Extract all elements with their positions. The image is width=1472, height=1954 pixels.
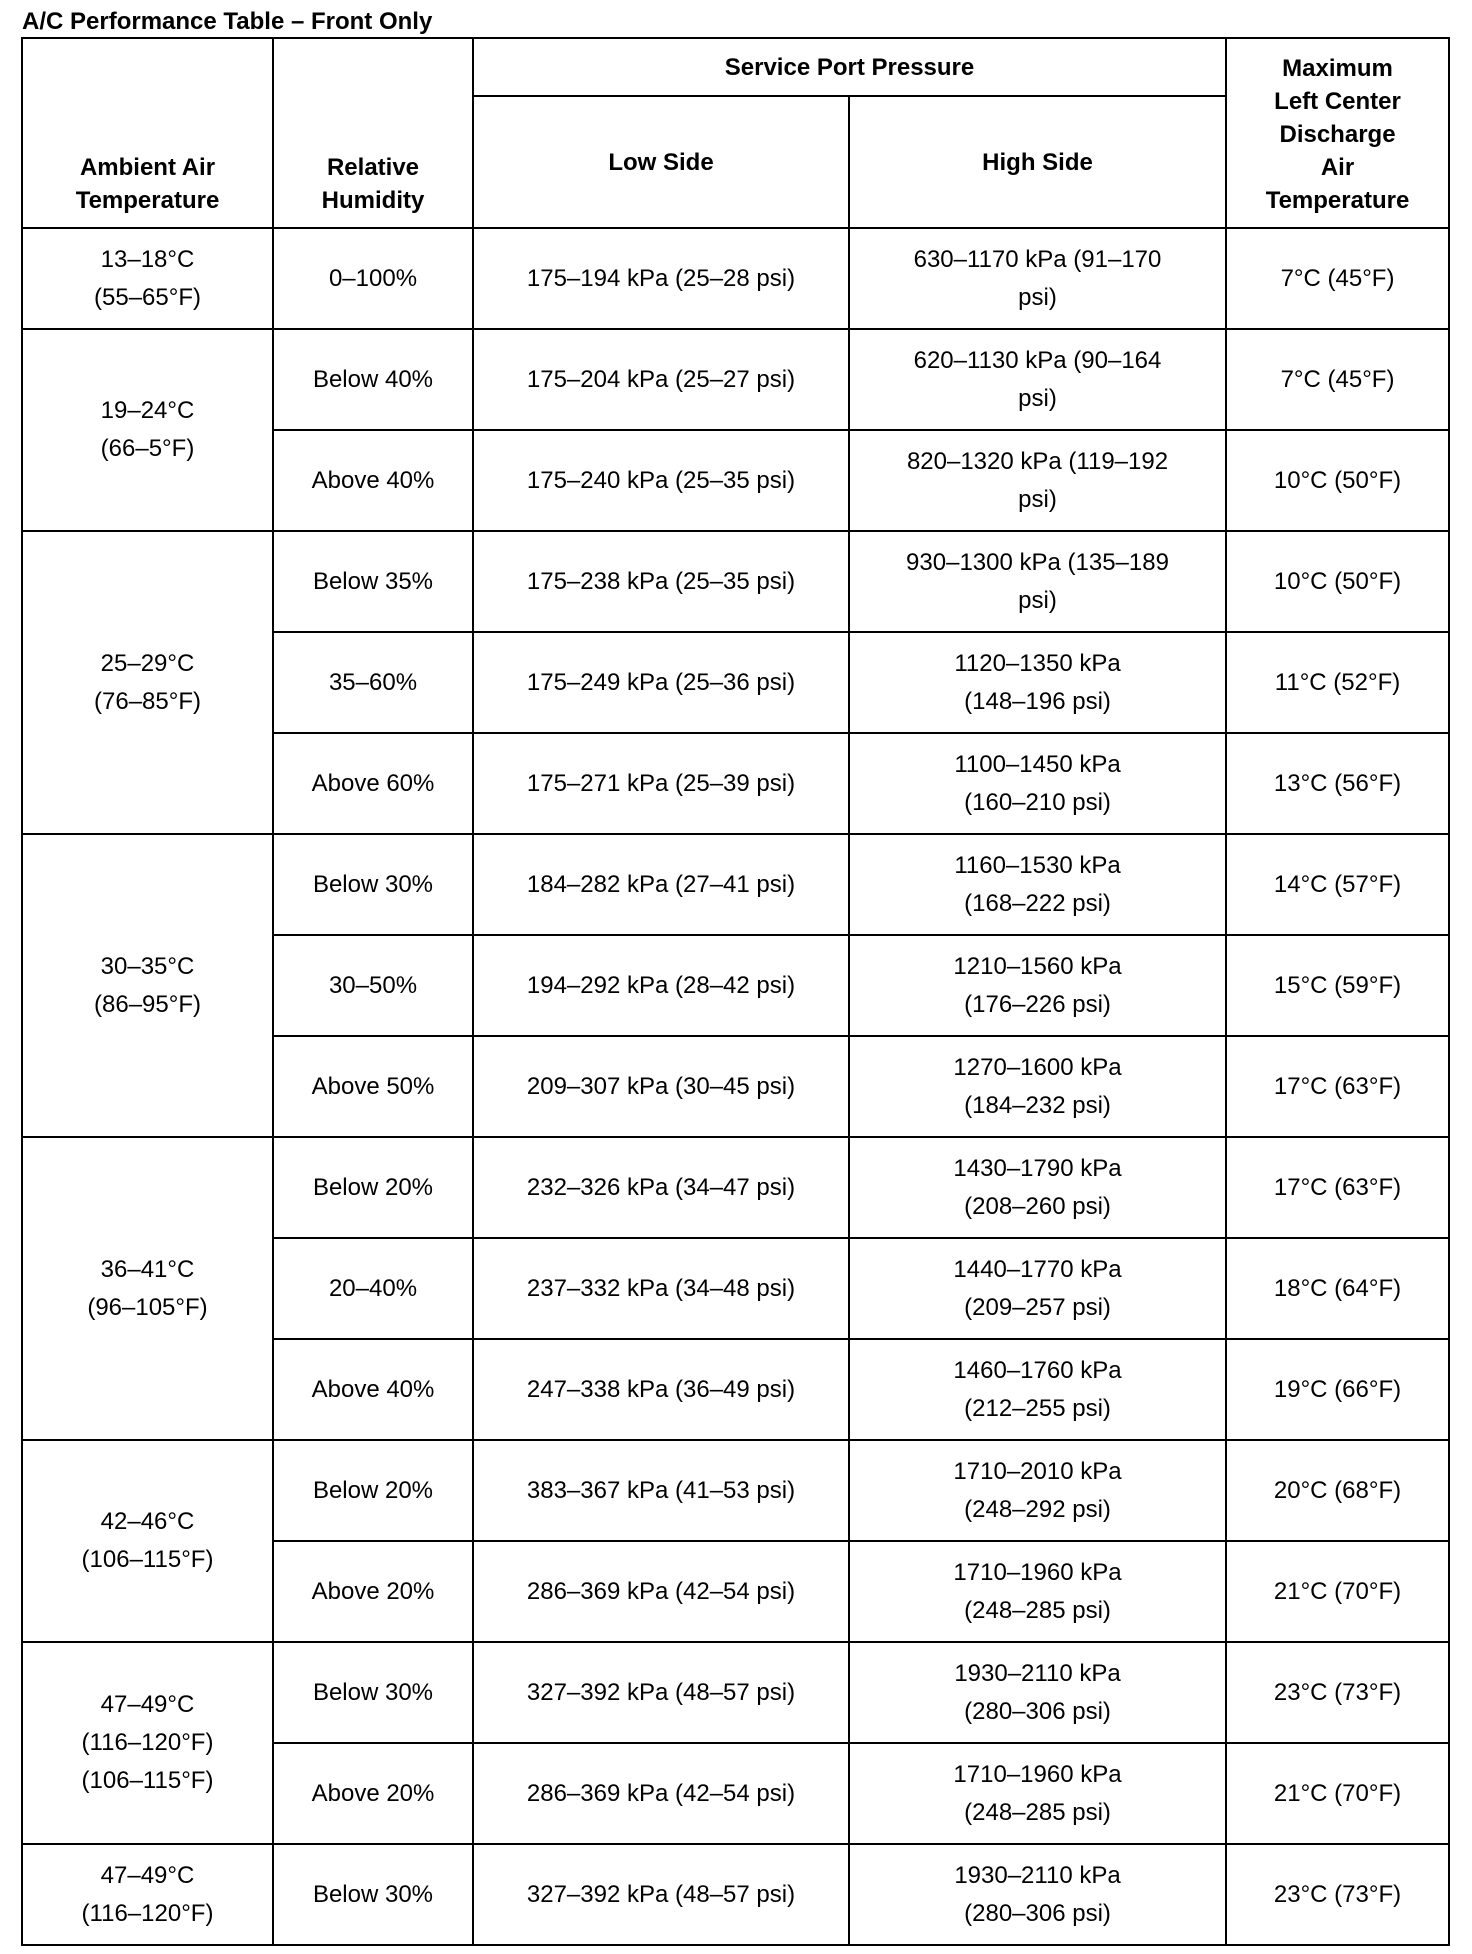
max-discharge-temperature-cell: 19°C (66°F): [1226, 1339, 1449, 1440]
low-side-pressure-cell: 175–238 kPa (25–35 psi): [473, 531, 849, 632]
high-side-pressure-line: 1440–1770 kPa: [953, 1255, 1122, 1283]
table-row: [22, 1642, 1449, 1743]
high-side-pressure-cell: [849, 1440, 1226, 1541]
max-discharge-temperature-cell: 13°C (56°F): [1226, 733, 1449, 834]
high-side-pressure-line: (248–292 psi): [964, 1495, 1111, 1523]
low-side-pressure-cell: 327–392 kPa (48–57 psi): [473, 1642, 849, 1743]
high-side-pressure-line: 820–1320 kPa (119–192: [906, 447, 1169, 475]
high-side-pressure-line: 1270–1600 kPa: [953, 1053, 1122, 1081]
high-side-pressure-cell: [849, 1743, 1226, 1844]
max-discharge-temperature-cell: 10°C (50°F): [1226, 531, 1449, 632]
high-side-pressure-cell: [849, 1844, 1226, 1945]
ambient-temperature-cell: [22, 834, 273, 1137]
high-side-pressure-line: (280–306 psi): [964, 1697, 1111, 1725]
table-row: [22, 531, 1449, 632]
ambient-temperature-line: (86–95°F): [94, 990, 201, 1018]
table-row: [22, 1844, 1449, 1945]
max-discharge-temperature-cell: 10°C (50°F): [1226, 430, 1449, 531]
low-side-pressure-cell: 175–194 kPa (25–28 psi): [473, 228, 849, 329]
high-side-pressure-line: 1710–1960 kPa: [953, 1558, 1122, 1586]
low-side-pressure-cell: 327–392 kPa (48–57 psi): [473, 1844, 849, 1945]
max-discharge-temperature-cell: 20°C (68°F): [1226, 1440, 1449, 1541]
humidity-cell: Above 50%: [273, 1036, 473, 1137]
ambient-temperature-line: 42–46°C: [100, 1508, 195, 1535]
ambient-temperature-line: 13–18°C: [100, 245, 195, 273]
high-side-pressure-line: 1460–1760 kPa: [953, 1356, 1122, 1384]
header-high-side: High Side: [849, 96, 1226, 228]
ambient-temperature-line: 47–49°C: [100, 1691, 195, 1718]
header-relative-humidity: Relative Humidity: [273, 38, 473, 228]
ambient-temperature-line: (76–85°F): [94, 687, 201, 715]
max-discharge-temperature-cell: 23°C (73°F): [1226, 1642, 1449, 1743]
ambient-temperature-line: (96–105°F): [87, 1293, 208, 1321]
high-side-pressure-cell: [849, 1339, 1226, 1440]
humidity-cell: Below 40%: [273, 329, 473, 430]
high-side-pressure-cell: [849, 228, 1226, 329]
low-side-pressure-cell: 232–326 kPa (34–47 psi): [473, 1137, 849, 1238]
high-side-pressure-line: (168–222 psi): [964, 889, 1111, 917]
ambient-temperature-line: (66–5°F): [100, 435, 195, 462]
high-side-pressure-line: (176–226 psi): [964, 990, 1111, 1018]
high-side-pressure-line: psi): [1018, 283, 1057, 311]
max-discharge-temperature-cell: 7°C (45°F): [1226, 329, 1449, 430]
high-side-pressure-cell: [849, 1238, 1226, 1339]
ambient-temperature-line: 47–49°C: [100, 1861, 195, 1889]
ambient-temperature-cell: [22, 228, 273, 329]
high-side-pressure-cell: [849, 733, 1226, 834]
high-side-pressure-line: (248–285 psi): [964, 1798, 1111, 1826]
ambient-temperature-line: 19–24°C: [100, 397, 195, 424]
high-side-pressure-cell: [849, 1642, 1226, 1743]
max-discharge-temperature-cell: 18°C (64°F): [1226, 1238, 1449, 1339]
high-side-pressure-line: (148–196 psi): [964, 687, 1111, 715]
high-side-pressure-cell: [849, 1137, 1226, 1238]
high-side-pressure-cell: [849, 935, 1226, 1036]
high-side-pressure-line: 1930–2110 kPa: [954, 1861, 1121, 1889]
high-side-pressure-cell: [849, 531, 1226, 632]
table-row: [22, 329, 1449, 430]
low-side-pressure-cell: 286–369 kPa (42–54 psi): [473, 1541, 849, 1642]
ambient-temperature-line: (116–120°F): [81, 1899, 214, 1927]
max-discharge-temperature-cell: 15°C (59°F): [1226, 935, 1449, 1036]
high-side-pressure-line: 630–1170 kPa (91–170: [913, 245, 1162, 273]
high-side-pressure-line: (160–210 psi): [964, 788, 1111, 816]
humidity-cell: Below 20%: [273, 1137, 473, 1238]
ac-performance-table: [21, 37, 1450, 1946]
ambient-temperature-cell: [22, 329, 273, 531]
low-side-pressure-cell: 175–271 kPa (25–39 psi): [473, 733, 849, 834]
humidity-cell: Above 40%: [273, 430, 473, 531]
ambient-temperature-line: 36–41°C: [100, 1255, 195, 1283]
low-side-pressure-cell: 247–338 kPa (36–49 psi): [473, 1339, 849, 1440]
ambient-temperature-cell: [22, 1137, 273, 1440]
humidity-cell: Above 60%: [273, 733, 473, 834]
low-side-pressure-cell: 237–332 kPa (34–48 psi): [473, 1238, 849, 1339]
humidity-cell: Above 20%: [273, 1541, 473, 1642]
page-title: A/C Performance Table – Front Only: [22, 8, 433, 35]
max-discharge-temperature-cell: 21°C (70°F): [1226, 1743, 1449, 1844]
ambient-temperature-line: (55–65°F): [94, 283, 201, 311]
high-side-pressure-line: 1710–1960 kPa: [953, 1760, 1122, 1788]
table-row: [22, 1440, 1449, 1541]
table-body: [22, 228, 1449, 1945]
high-side-pressure-cell: [849, 632, 1226, 733]
ambient-temperature-cell: [22, 1642, 273, 1844]
high-side-pressure-line: 1100–1450 kPa: [954, 750, 1121, 778]
table-row: [22, 1137, 1449, 1238]
ambient-temperature-line: (116–120°F): [81, 1729, 214, 1756]
header-max-discharge-temperature: Maximum Left Center Discharge Air Temperature: [1226, 38, 1449, 228]
low-side-pressure-cell: 175–249 kPa (25–36 psi): [473, 632, 849, 733]
high-side-pressure-line: (184–232 psi): [964, 1091, 1111, 1119]
low-side-pressure-cell: 175–240 kPa (25–35 psi): [473, 430, 849, 531]
high-side-pressure-line: 1930–2110 kPa: [954, 1659, 1121, 1687]
max-discharge-temperature-cell: 17°C (63°F): [1226, 1036, 1449, 1137]
humidity-cell: Above 40%: [273, 1339, 473, 1440]
high-side-pressure-line: psi): [1018, 384, 1057, 412]
high-side-pressure-cell: [849, 1541, 1226, 1642]
ambient-temperature-cell: [22, 1440, 273, 1642]
high-side-pressure-line: 1710–2010 kPa: [953, 1457, 1122, 1485]
ambient-temperature-line: 25–29°C: [100, 649, 195, 677]
low-side-pressure-cell: 383–367 kPa (41–53 psi): [473, 1440, 849, 1541]
humidity-cell: Below 20%: [273, 1440, 473, 1541]
humidity-cell: 0–100%: [273, 228, 473, 329]
high-side-pressure-line: (208–260 psi): [964, 1192, 1111, 1220]
humidity-cell: 20–40%: [273, 1238, 473, 1339]
max-discharge-temperature-cell: 23°C (73°F): [1226, 1844, 1449, 1945]
high-side-pressure-cell: [849, 329, 1226, 430]
humidity-cell: 35–60%: [273, 632, 473, 733]
humidity-cell: Below 35%: [273, 531, 473, 632]
ambient-temperature-line: 30–35°C: [100, 952, 195, 980]
high-side-pressure-cell: [849, 430, 1226, 531]
high-side-pressure-line: (212–255 psi): [964, 1394, 1111, 1422]
max-discharge-temperature-cell: 11°C (52°F): [1226, 632, 1449, 733]
low-side-pressure-cell: 175–204 kPa (25–27 psi): [473, 329, 849, 430]
ambient-temperature-cell: [22, 1844, 273, 1945]
high-side-pressure-cell: [849, 834, 1226, 935]
humidity-cell: Above 20%: [273, 1743, 473, 1844]
max-discharge-temperature-cell: 7°C (45°F): [1226, 228, 1449, 329]
max-discharge-temperature-cell: 14°C (57°F): [1226, 834, 1449, 935]
high-side-pressure-cell: [849, 1036, 1226, 1137]
high-side-pressure-line: 1160–1530 kPa: [954, 851, 1121, 879]
max-discharge-temperature-cell: 17°C (63°F): [1226, 1137, 1449, 1238]
humidity-cell: Below 30%: [273, 1642, 473, 1743]
header-ambient-air-temperature: Ambient Air Temperature: [22, 38, 273, 228]
humidity-cell: 30–50%: [273, 935, 473, 1036]
low-side-pressure-cell: 184–282 kPa (27–41 psi): [473, 834, 849, 935]
ambient-temperature-line: (106–115°F): [81, 1767, 214, 1794]
ambient-temperature-line: (106–115°F): [81, 1546, 214, 1573]
high-side-pressure-line: 1120–1350 kPa: [954, 649, 1121, 677]
table-row: [22, 834, 1449, 935]
max-discharge-temperature-cell: 21°C (70°F): [1226, 1541, 1449, 1642]
high-side-pressure-line: 1210–1560 kPa: [953, 952, 1122, 980]
low-side-pressure-cell: 286–369 kPa (42–54 psi): [473, 1743, 849, 1844]
high-side-pressure-line: (280–306 psi): [964, 1899, 1111, 1927]
high-side-pressure-line: (209–257 psi): [964, 1293, 1111, 1321]
low-side-pressure-cell: 194–292 kPa (28–42 psi): [473, 935, 849, 1036]
high-side-pressure-line: (248–285 psi): [964, 1596, 1111, 1624]
ambient-temperature-cell: [22, 531, 273, 834]
table-row: [22, 228, 1449, 329]
high-side-pressure-line: 620–1130 kPa (90–164: [913, 346, 1162, 374]
high-side-pressure-line: 1430–1790 kPa: [953, 1154, 1122, 1182]
low-side-pressure-cell: 209–307 kPa (30–45 psi): [473, 1036, 849, 1137]
humidity-cell: Below 30%: [273, 834, 473, 935]
high-side-pressure-line: 930–1300 kPa (135–189: [906, 548, 1169, 576]
high-side-pressure-line: psi): [1018, 586, 1057, 614]
humidity-cell: Below 30%: [273, 1844, 473, 1945]
high-side-pressure-line: psi): [1018, 485, 1057, 513]
header-service-port-pressure: Service Port Pressure: [473, 38, 1226, 96]
header-low-side: Low Side: [473, 96, 849, 228]
